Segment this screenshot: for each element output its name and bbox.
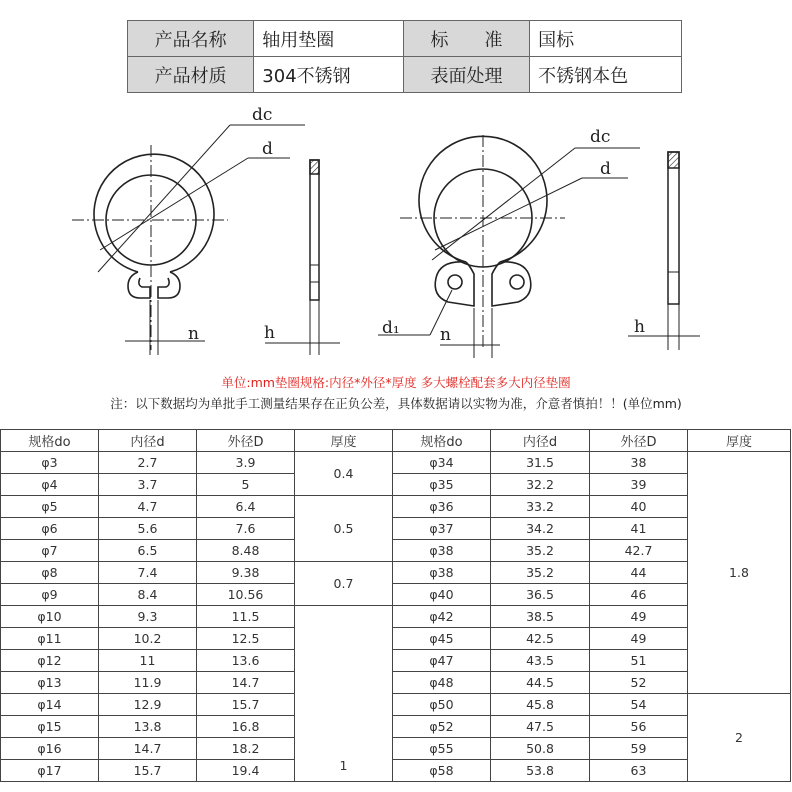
circlip-drawings: [0, 100, 792, 365]
cell: φ47: [393, 650, 491, 672]
cell: 14.7: [99, 738, 197, 760]
cell: 3.7: [99, 474, 197, 496]
thickness-cell: 0.4: [295, 452, 393, 496]
cell: 42.5: [491, 628, 590, 650]
cell: 9.38: [197, 562, 295, 584]
info-value: 国标: [530, 21, 682, 57]
cell: 11.5: [197, 606, 295, 628]
cell: φ4: [1, 474, 99, 496]
cell: 49: [590, 628, 688, 650]
cell: φ42: [393, 606, 491, 628]
cell: φ40: [393, 584, 491, 606]
cell: φ3: [1, 452, 99, 474]
col-header: 内径d: [491, 430, 590, 452]
table-row: [1, 452, 791, 474]
cell: 42.7: [590, 540, 688, 562]
cell: 11.9: [99, 672, 197, 694]
unit-text: 单位:mm垫圈规格:内径*外径*厚度 多大螺栓配套多大内径垫圈: [221, 375, 571, 390]
cell: 19.4: [197, 760, 295, 782]
info-key: 产品材质: [128, 57, 254, 93]
cell: φ38: [393, 562, 491, 584]
cell: 7.6: [197, 518, 295, 540]
cell: φ16: [1, 738, 99, 760]
table-row: [1, 628, 791, 650]
cell: 49: [590, 606, 688, 628]
cell: φ9: [1, 584, 99, 606]
cell: 18.2: [197, 738, 295, 760]
cell: 46: [590, 584, 688, 606]
note-text: 注：以下数据均为单批手工测量结果存在正负公差，具体数据请以实物为准，介意者慎拍！！(单位mm): [110, 396, 682, 411]
cell: 15.7: [99, 760, 197, 782]
cell: φ35: [393, 474, 491, 496]
cell: 53.8: [491, 760, 590, 782]
cell: φ48: [393, 672, 491, 694]
cell: 51: [590, 650, 688, 672]
cell: 35.2: [491, 562, 590, 584]
cell: φ15: [1, 716, 99, 738]
thickness-cell: 1: [295, 606, 393, 782]
left-dc-label: dc: [252, 105, 273, 125]
info-key: 标 准: [403, 21, 529, 57]
cell: 10.2: [99, 628, 197, 650]
cell: φ38: [393, 540, 491, 562]
right-n-label: n: [440, 325, 451, 345]
thickness-cell: 0.7: [295, 562, 393, 606]
table-header-row: [1, 430, 791, 452]
cell: 35.2: [491, 540, 590, 562]
col-header: 厚度: [688, 430, 791, 452]
cell: 13.6: [197, 650, 295, 672]
col-header: 厚度: [295, 430, 393, 452]
right-h-label: h: [634, 317, 645, 337]
table-row: [1, 584, 791, 606]
left-side-view: [265, 160, 340, 355]
cell: 9.3: [99, 606, 197, 628]
info-key: 表面处理: [403, 57, 529, 93]
table-row: [1, 562, 791, 584]
cell: 63: [590, 760, 688, 782]
cell: φ13: [1, 672, 99, 694]
cell: 4.7: [99, 496, 197, 518]
table-row: [1, 650, 791, 672]
table-row: [1, 606, 791, 628]
cell: φ6: [1, 518, 99, 540]
table-row: [1, 540, 791, 562]
col-header: 外径D: [590, 430, 688, 452]
cell: 5: [197, 474, 295, 496]
cell: 2.7: [99, 452, 197, 474]
cell: 12.9: [99, 694, 197, 716]
cell: 6.5: [99, 540, 197, 562]
info-key: 产品名称: [128, 21, 254, 57]
cell: 43.5: [491, 650, 590, 672]
right-d1-label: d₁: [382, 318, 400, 338]
cell: 12.5: [197, 628, 295, 650]
product-info-table: [127, 20, 682, 93]
right-d-label: d: [600, 159, 611, 179]
table-row: [1, 760, 791, 782]
cell: φ10: [1, 606, 99, 628]
cell: 14.7: [197, 672, 295, 694]
cell: 38: [590, 452, 688, 474]
left-d-label: d: [262, 139, 273, 159]
info-row: [128, 57, 682, 93]
cell: 8.4: [99, 584, 197, 606]
table-row: [1, 738, 791, 760]
col-header: 规格do: [393, 430, 491, 452]
cell: 59: [590, 738, 688, 760]
cell: 16.8: [197, 716, 295, 738]
table-row: [1, 518, 791, 540]
cell: 52: [590, 672, 688, 694]
cell: 44: [590, 562, 688, 584]
cell: 8.48: [197, 540, 295, 562]
cell: 36.5: [491, 584, 590, 606]
spec-table: [0, 429, 791, 782]
col-header: 内径d: [99, 430, 197, 452]
table-row: [1, 496, 791, 518]
cell: φ12: [1, 650, 99, 672]
right-dc-label: dc: [590, 127, 611, 147]
cell: φ7: [1, 540, 99, 562]
table-row: [1, 474, 791, 496]
cell: 50.8: [491, 738, 590, 760]
cell: φ5: [1, 496, 99, 518]
cell: φ55: [393, 738, 491, 760]
cell: 45.8: [491, 694, 590, 716]
cell: φ11: [1, 628, 99, 650]
cell: φ37: [393, 518, 491, 540]
cell: φ45: [393, 628, 491, 650]
table-row: [1, 716, 791, 738]
cell: 44.5: [491, 672, 590, 694]
cell: 54: [590, 694, 688, 716]
cell: 15.7: [197, 694, 295, 716]
cell: 3.9: [197, 452, 295, 474]
info-value: 304不锈钢: [254, 57, 404, 93]
cell: 10.56: [197, 584, 295, 606]
cell: 5.6: [99, 518, 197, 540]
cell: 56: [590, 716, 688, 738]
cell: 7.4: [99, 562, 197, 584]
col-header: 规格do: [1, 430, 99, 452]
info-row: [128, 21, 682, 57]
cell: 31.5: [491, 452, 590, 474]
left-n-label: n: [188, 324, 199, 344]
cell: 34.2: [491, 518, 590, 540]
cell: 33.2: [491, 496, 590, 518]
thickness-cell: 2: [688, 694, 791, 782]
thickness-cell: 0.5: [295, 496, 393, 562]
left-ring-drawing: [72, 125, 305, 355]
col-header: 外径D: [197, 430, 295, 452]
thickness-cell: 1.8: [688, 452, 791, 694]
cell: 39: [590, 474, 688, 496]
cell: φ34: [393, 452, 491, 474]
left-h-label: h: [264, 323, 275, 343]
cell: φ17: [1, 760, 99, 782]
cell: 40: [590, 496, 688, 518]
info-value: 不锈钢本色: [530, 57, 682, 93]
cell: φ52: [393, 716, 491, 738]
cell: φ8: [1, 562, 99, 584]
cell: φ50: [393, 694, 491, 716]
cell: 38.5: [491, 606, 590, 628]
cell: φ36: [393, 496, 491, 518]
cell: φ58: [393, 760, 491, 782]
cell: φ14: [1, 694, 99, 716]
table-row: [1, 672, 791, 694]
cell: 41: [590, 518, 688, 540]
cell: 6.4: [197, 496, 295, 518]
table-row: [1, 694, 791, 716]
info-value: 轴用垫圈: [254, 21, 404, 57]
cell: 11: [99, 650, 197, 672]
cell: 32.2: [491, 474, 590, 496]
cell: 47.5: [491, 716, 590, 738]
cell: 13.8: [99, 716, 197, 738]
